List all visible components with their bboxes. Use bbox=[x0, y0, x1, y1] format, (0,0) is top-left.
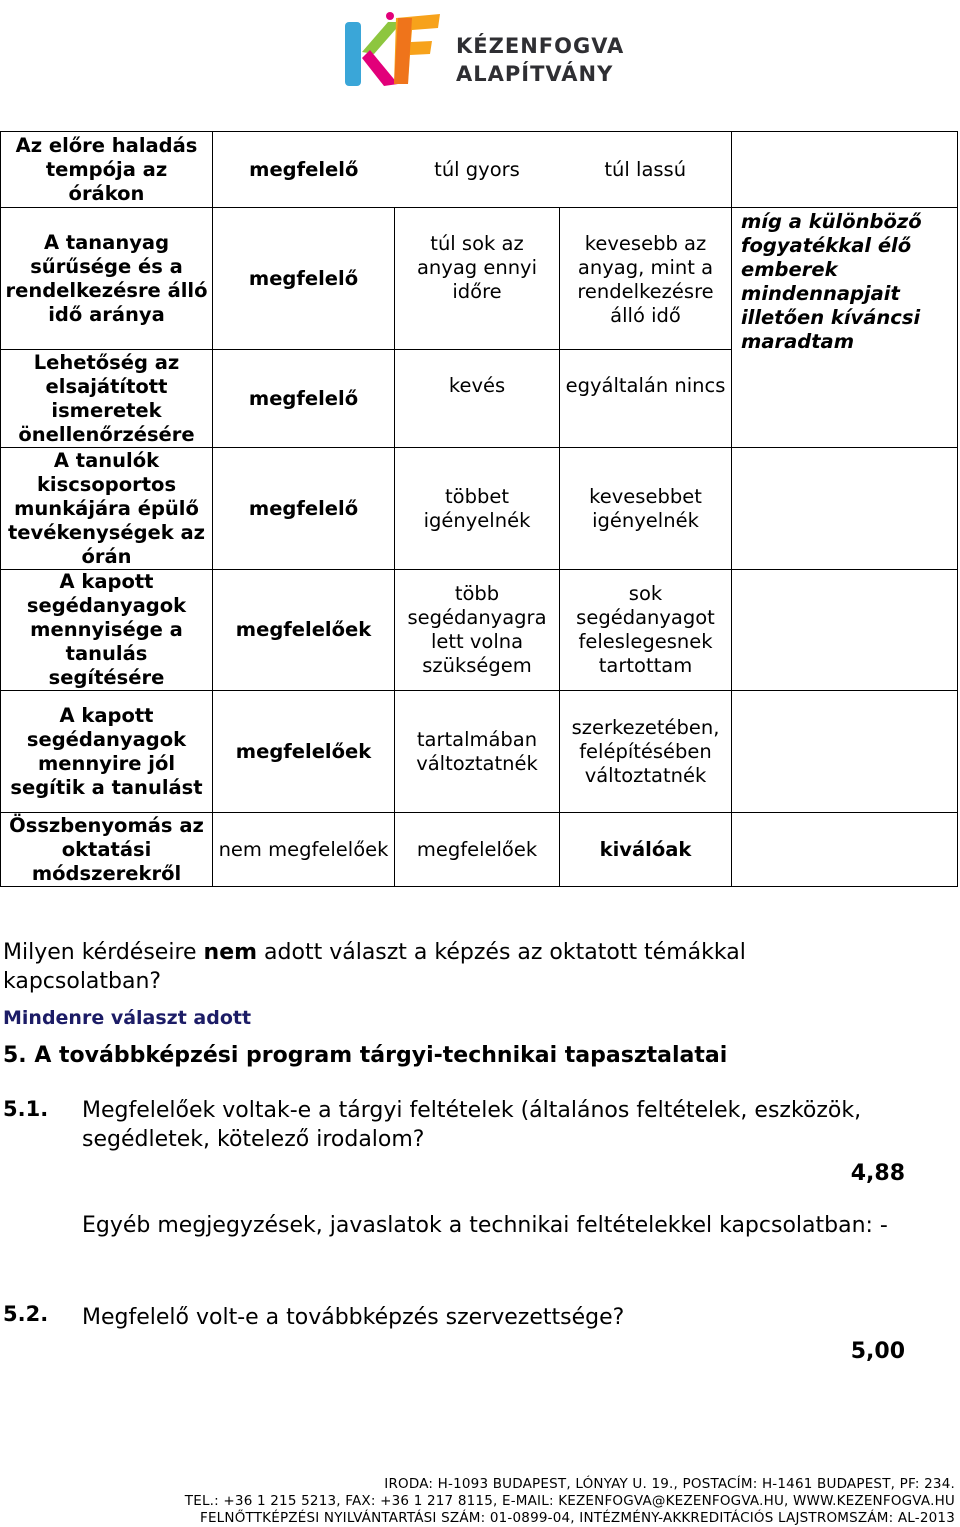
remarks-text: Egyéb megjegyzések, javaslatok a technikai feltételekkel kapcsolatban: - bbox=[82, 1213, 888, 1238]
question-number: 5.2. bbox=[3, 1302, 49, 1326]
evaluation-table bbox=[0, 131, 958, 887]
option-cell: megfelelő bbox=[213, 350, 395, 448]
question-text: Megfelelő volt-e a továbbképzés szervezettsége? bbox=[82, 1305, 625, 1330]
table-row bbox=[1, 691, 958, 813]
open-question bbox=[3, 938, 883, 996]
option-cell: kevesebbet igényelnék bbox=[560, 448, 732, 570]
foundation-logo bbox=[340, 8, 630, 90]
option-cell: sok segédanyagot feleslegesnek tartottam bbox=[560, 570, 732, 691]
empty-cell bbox=[732, 132, 958, 208]
option-cell: túl lassú bbox=[560, 132, 732, 208]
score-value: 5,00 bbox=[850, 1339, 905, 1364]
option-cell: túl gyors bbox=[395, 132, 560, 208]
comment-cell: míg a különböző fogyatékkal élő emberek mindennapjait illetően kíváncsi maradtam bbox=[732, 208, 958, 448]
table-row bbox=[1, 132, 958, 208]
option-cell: megfelelő bbox=[213, 208, 395, 350]
kf-logo-icon bbox=[340, 8, 445, 90]
footer-address: IRODA: H-1093 BUDAPEST, LÓNYAY U. 19., POSTACÍM: H-1461 BUDAPEST, PF: 234. bbox=[384, 1476, 955, 1492]
option-cell: tartalmában változtatnék bbox=[395, 691, 560, 813]
table-row bbox=[1, 570, 958, 691]
open-question-answer: Mindenre választ adott bbox=[3, 1007, 252, 1029]
question-emphasis: nem bbox=[203, 940, 258, 965]
empty-cell bbox=[732, 448, 958, 570]
footer-contact: TEL.: +36 1 215 5213, FAX: +36 1 217 8115, E-MAIL: KEZENFOGVA@KEZENFOGVA.HU, WWW.KEZENFOGVA.HU bbox=[184, 1493, 955, 1509]
empty-cell bbox=[732, 570, 958, 691]
row-label: A tananyag sűrűsége és a rendelkezésre álló idő aránya bbox=[1, 208, 213, 350]
option-cell: több segédanyagra lett volna szükségem bbox=[395, 570, 560, 691]
row-label: Lehetőség az elsajátított ismeretek önellenőrzésére bbox=[1, 350, 213, 448]
option-cell: többet igényelnék bbox=[395, 448, 560, 570]
option-cell: megfelelőek bbox=[213, 691, 395, 813]
question-text: Megfelelőek voltak-e a tárgyi feltételek (általános feltételek, eszközök, segédletek, kötelező irodalom? bbox=[82, 1098, 862, 1152]
question-text: Milyen kérdéseire bbox=[3, 940, 204, 965]
question-text: adott választ a képzés az oktatott témákkal kapcsolatban? bbox=[3, 940, 746, 994]
option-cell: megfelelő bbox=[213, 448, 395, 570]
option-cell: megfelelőek bbox=[395, 813, 560, 887]
row-label: Összbenyomás az oktatási módszerekről bbox=[1, 813, 213, 887]
option-cell: megfelelő bbox=[213, 132, 395, 208]
question-number: 5.1. bbox=[3, 1097, 49, 1121]
table-row bbox=[1, 448, 958, 570]
option-cell: kevesebb az anyag, mint a rendelkezésre álló idő bbox=[560, 208, 732, 350]
option-cell: szerkezetében, felépítésében változtatnék bbox=[560, 691, 732, 813]
empty-cell bbox=[732, 691, 958, 813]
row-label: A kapott segédanyagok mennyisége a tanulás segítésére bbox=[1, 570, 213, 691]
option-cell: túl sok az anyag ennyi időre bbox=[395, 208, 560, 350]
section-heading: 5. A továbbképzési program tárgyi-technikai tapasztalatai bbox=[3, 1043, 728, 1068]
row-label: A kapott segédanyagok mennyire jól segítik a tanulást bbox=[1, 691, 213, 813]
option-cell: kiválóak bbox=[560, 813, 732, 887]
row-label: Az előre haladás tempója az órákon bbox=[1, 132, 213, 208]
footer-registration: FELNŐTTKÉPZÉSI NYILVÁNTARTÁSI SZÁM: 01-0899-04, INTÉZMÉNY-AKKREDITÁCIÓS LAJSTROMSZÁM: AL-2013 bbox=[199, 1510, 955, 1526]
score-value: 4,88 bbox=[850, 1161, 905, 1186]
table-row bbox=[1, 813, 958, 887]
row-label: A tanulók kiscsoportos munkájára épülő tevékenységek az órán bbox=[1, 448, 213, 570]
table-row bbox=[1, 208, 958, 350]
option-cell: nem megfelelőek bbox=[213, 813, 395, 887]
logo-line-1: KÉZENFOGVA bbox=[456, 34, 625, 58]
option-cell: kevés bbox=[395, 350, 560, 448]
option-cell: megfelelőek bbox=[213, 570, 395, 691]
logo-line-2: ALAPÍTVÁNY bbox=[456, 62, 614, 86]
empty-cell bbox=[732, 813, 958, 887]
option-cell: egyáltalán nincs bbox=[560, 350, 732, 448]
